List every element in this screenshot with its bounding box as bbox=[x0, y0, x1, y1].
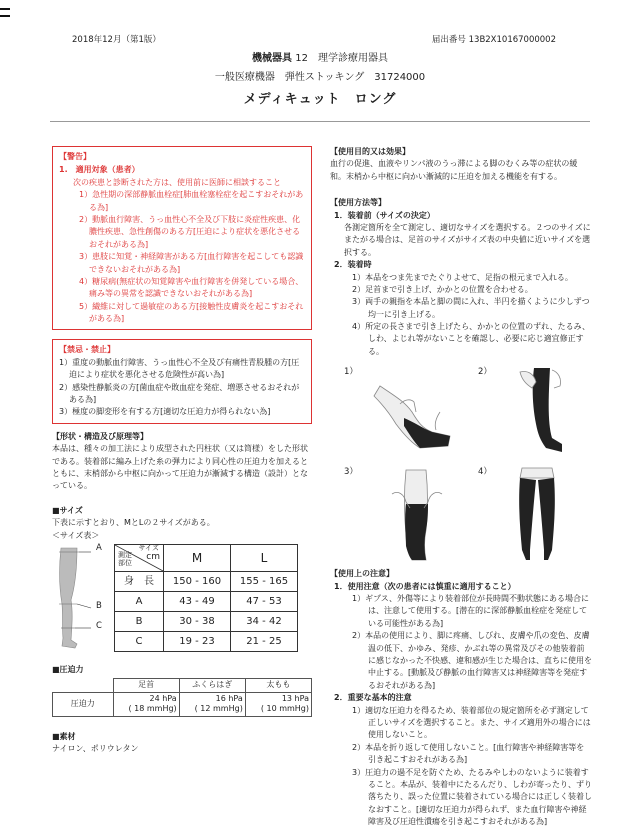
size-row-label: B bbox=[115, 611, 164, 631]
device-category-bold: 機械器具 bbox=[252, 53, 293, 64]
size-table-caption: ＜サイズ表＞ bbox=[52, 530, 100, 540]
method-step: 3）両手の親指を本品と脚の間に入れ、半円を描くように少しずつ均一に引き上げる。 bbox=[352, 297, 590, 319]
contraindication-box bbox=[52, 339, 312, 423]
pressure-row-label: 圧迫力 bbox=[53, 692, 114, 716]
size-description: 下表に示すとおり、MとLの２サイズがある。 bbox=[52, 518, 215, 528]
diag-size-label: サイズ bbox=[138, 543, 159, 552]
diagonal-header bbox=[115, 545, 163, 571]
method-step1-body: 各測定箇所を全て測定し、適切なサイズを選択する。２つのサイズにまたがる場合は、足首のサイズがサイズ表の中央値に近いサイズを選択する。 bbox=[344, 222, 591, 257]
pressure-col-header: 太もも bbox=[245, 679, 311, 692]
leg-marker-c: C bbox=[96, 620, 102, 631]
right-column bbox=[330, 146, 592, 828]
pressure-col-header: 足首 bbox=[113, 679, 179, 692]
pressure-mmhg: ( 10 mmHg) bbox=[260, 704, 309, 714]
size-row-label: A bbox=[115, 591, 164, 611]
material-value: ナイロン、ポリウレタン bbox=[52, 743, 139, 753]
warning-intro: 次の疾患と診断された方は、使用前に医師に相談すること bbox=[73, 177, 281, 187]
pressure-corner bbox=[53, 679, 114, 692]
contraindication-item: 2）感染性静脈炎の方[菌血症や敗血症を発症、増悪させるおそれがある為] bbox=[59, 382, 300, 405]
product-title: メディキュット ロング bbox=[243, 92, 397, 107]
pressure-col-header: ふくらはぎ bbox=[179, 679, 245, 692]
caution-s1-item: 2）本品の使用により、脚に疼痛、しびれ、皮膚や爪の変色、皮膚温の低下、かゆみ、発疹、かぶれ等の異常及びその他装着前に感じなかった不快感、違和感が生じた場合は、直ちに使用を中止する。[動脈及び静脈の血行障害又は神経障害等を発症するおそれがある為] bbox=[352, 631, 592, 690]
size-cell: 43 - 49 bbox=[164, 591, 231, 611]
pressure-cell bbox=[179, 692, 245, 716]
shape-body: 本品は、種々の加工法により成型された円柱状（又は筒様）をした形状である。装着部に編み上げた糸の弾力により同心性の圧迫力を加えるとともに、末梢部から中枢に向かって圧迫力が漸減する構造（設計）となっている。 bbox=[52, 444, 308, 491]
method-step: 4）所定の長さまで引き上げたら、かかとの位置のずれ、たるみ、しわ、よじれ等がないことを確認し、必要に応じ適宜修正する。 bbox=[352, 322, 591, 356]
size-row-label: 身 長 bbox=[115, 571, 164, 591]
size-cell: 19 - 23 bbox=[164, 631, 231, 651]
contraindication-item: 3）極度の脚変形を有する方[適切な圧迫力が得られない為] bbox=[59, 407, 271, 417]
photo-step-3 bbox=[370, 464, 460, 564]
size-header-l: L bbox=[231, 544, 298, 571]
caution-s2-heading: 2．重要な基本的注意 bbox=[334, 693, 412, 703]
leg-marker-a: A bbox=[96, 542, 102, 553]
method-step2-heading: 2．装着時 bbox=[334, 260, 372, 270]
left-column bbox=[52, 146, 312, 755]
size-cell: 30 - 38 bbox=[164, 611, 231, 631]
method-step: 2）足首まで引き上げ、かかとの位置を合わせる。 bbox=[352, 284, 533, 294]
size-cell: 150 - 160 bbox=[164, 571, 231, 591]
header-divider bbox=[50, 121, 590, 122]
diag-measure: 測定 bbox=[118, 550, 132, 559]
material-heading: ■素材 bbox=[52, 731, 76, 741]
warning-item: 2）動脈血行障害、うっ血性心不全及び下肢に炎症性疾患、化膿性疾患、急性創傷のある方[圧迫により症状を悪化させるおそれがある為] bbox=[79, 214, 301, 249]
warning-title: 【警告】 bbox=[59, 152, 91, 161]
photo-label-1: 1） bbox=[344, 367, 358, 378]
pressure-cell bbox=[245, 692, 311, 716]
photo-step-1 bbox=[370, 366, 460, 456]
device-category-rest: 12 理学診療用器具 bbox=[292, 53, 388, 64]
pressure-mmhg: ( 18 mmHg) bbox=[128, 704, 177, 714]
caution-title: 【使用上の注意】 bbox=[330, 569, 394, 579]
size-table-corner bbox=[115, 544, 164, 571]
warning-item: 1）急性期の深部静脈血栓症[肺血栓塞栓症を起こすおそれがある為] bbox=[79, 190, 304, 212]
corner-mark bbox=[0, 8, 10, 22]
diag-unit: cm bbox=[146, 551, 160, 562]
size-cell: 155 - 165 bbox=[231, 571, 298, 591]
caution-s1-item: 1）ギプス、外傷等により装着部位が長時間不動状態にある場合には、注意して使用する。[潜在的に深部静脈血栓症を発症している可能性がある為] bbox=[352, 594, 590, 628]
size-cell: 34 - 42 bbox=[231, 611, 298, 631]
pressure-hpa: 24 hPa bbox=[149, 693, 177, 703]
application-photos bbox=[330, 362, 592, 568]
size-table-area bbox=[52, 544, 312, 652]
size-table bbox=[114, 544, 298, 652]
photo-step-2 bbox=[500, 364, 580, 456]
size-row-label: C bbox=[115, 631, 164, 651]
photo-label-3: 3） bbox=[344, 467, 358, 478]
pressure-hpa: 16 hPa bbox=[215, 693, 243, 703]
diag-part: 部位 bbox=[118, 558, 132, 567]
method-step1-heading: 1．装着前（サイズの決定） bbox=[334, 210, 435, 220]
contraindication-item: 1）重度の動脈血行障害、うっ血性心不全及び有痛性青股腫の方[圧迫により症状を悪化させる危険性が高い為] bbox=[59, 357, 300, 380]
size-cell: 21 - 25 bbox=[231, 631, 298, 651]
purpose-title: 【使用目的又は効果】 bbox=[330, 147, 410, 156]
revision-date: 2018年12月（第1版） bbox=[72, 35, 161, 45]
photo-label-2: 2） bbox=[478, 367, 492, 378]
caution-s2-item: 3）圧迫力の過不足を防ぐため、たるみやしわのないように装着すること。本品が、装着中にたるんだり、しわが寄ったり、ずり落ちたり、誤った位置に装着されている場合には正しく装着しなおすこと。[適切な圧迫力が得られず、また血行障害や神経障害及び圧迫性潰瘍を引き起こすおそれがある為] bbox=[352, 767, 592, 827]
caution-s1-heading: 1．使用注意（次の患者には慎重に適用すること） bbox=[334, 581, 516, 591]
pressure-hpa: 13 hPa bbox=[281, 693, 309, 703]
contraindication-title: 【禁忌・禁止】 bbox=[59, 345, 115, 355]
pressure-mmhg: ( 12 mmHg) bbox=[194, 704, 243, 714]
pressure-table bbox=[52, 678, 312, 716]
size-heading: ■サイズ bbox=[52, 505, 83, 515]
device-classification: 一般医療機器 弾性ストッキング 31724000 bbox=[214, 72, 426, 83]
shape-title: 【形状・構造及び原理等】 bbox=[52, 431, 148, 441]
method-title: 【使用方法等】 bbox=[330, 198, 386, 208]
pressure-heading: ■圧迫力 bbox=[52, 664, 84, 674]
photo-step-4 bbox=[502, 464, 572, 564]
device-category bbox=[0, 51, 640, 67]
photo-label-4: 4） bbox=[478, 467, 492, 478]
size-header-m: M bbox=[164, 544, 231, 571]
size-cell: 47 - 53 bbox=[231, 591, 298, 611]
caution-s2-item: 1）適切な圧迫力を得るため、装着部位の規定箇所を必ず測定して正しいサイズを選択すること。また、サイズ適用外の場合には使用しないこと。 bbox=[352, 705, 591, 740]
caution-s2-item: 2）本品を折り返して使用しないこと。[血行障害や神経障害等を引き起こすおそれがある為] bbox=[352, 742, 585, 765]
pressure-cell bbox=[113, 692, 179, 716]
leg-marker-b: B bbox=[96, 600, 102, 611]
leg-illustration bbox=[55, 546, 95, 650]
warning-box bbox=[52, 146, 312, 330]
warning-subtitle: 1. 適用対象（患者） bbox=[59, 165, 140, 175]
approval-number: 届出番号 13B2X10167000002 bbox=[431, 35, 556, 45]
warning-item: 4）糖尿病(無症状の知覚障害や血行障害を併発している場合、痛み等の異常を認識できないおそれがある為] bbox=[79, 276, 304, 299]
warning-item: 5）繊維に対して過敏症のある方[接触性皮膚炎を起こすおそれがある為] bbox=[79, 301, 304, 324]
purpose-body: 血行の促進、血液やリンパ液のうっ滞による脚のむくみ等の症状の緩和。末梢から中枢に向かい漸減的に圧迫を加える機能を有する。 bbox=[330, 159, 578, 181]
method-step: 1）本品をつま先までたぐりよせて、足指の根元まで入れる。 bbox=[352, 272, 573, 282]
warning-item: 3）患肢に知覚・神経障害がある方[血行障害を起こしても認識できないおそれがある為] bbox=[79, 252, 304, 274]
